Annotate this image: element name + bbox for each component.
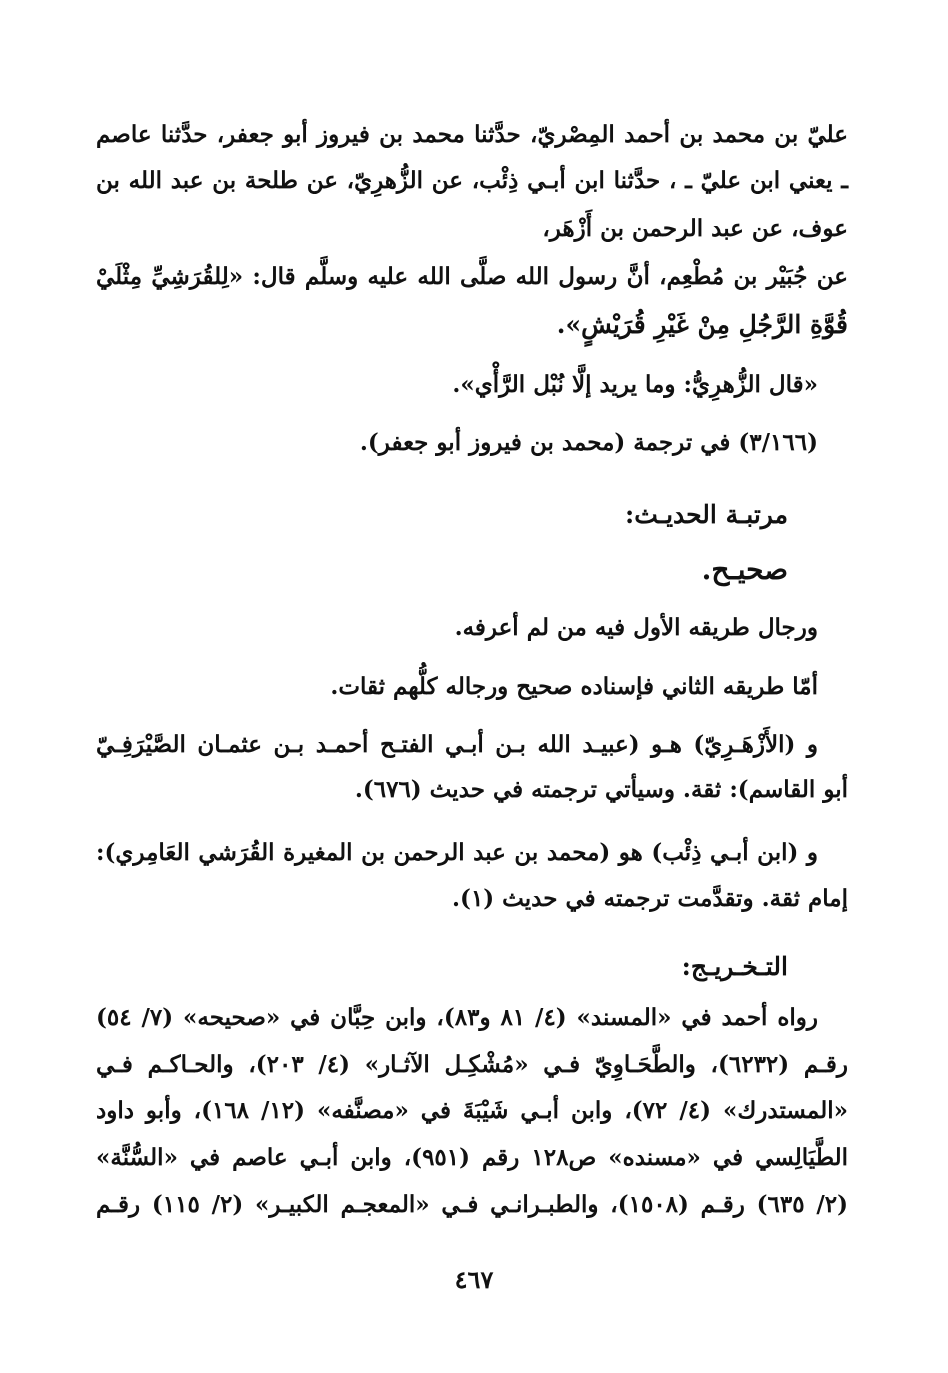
takhrij-line-3: «المستدرك» (٤/ ٧٢)، وابن أبـي شَيْبَةَ في «مصنَّفه» (١٢/ ١٦٨)، وأبو داود (96, 1097, 848, 1124)
azhari-line-1: و (الأَزْهَـرِيّ) هـو (عبيـد الله بـن أبـي الفتـح أحمـد بـن عثمـان الصَّيْرَفِـيّ (96, 731, 818, 758)
azhari-line-2: أبو القاسم): ثقة. وسيأتي ترجمته في حديث (٦٧٦). (354, 776, 848, 803)
hadith-line-1: عن جُبَيْر بن مُطْعِم، أنَّ رسول الله صلَّى الله عليه وسلَّم قال: «لِلقُرَشِيِّ مِثْلَيْ (96, 263, 848, 290)
hadith-line-2: قُوَّةِ الرَّجُلِ مِنْ غَيْرِ قُرَيْشٍ». (556, 310, 848, 339)
page-number: ٤٦٧ (454, 1265, 494, 1294)
takhrij-line-5: (٢/ ٦٣٥) رقـم (١٥٠٨)، والطبـرانـي فـي «المعجـم الكبيـر» (٢/ ١١٥) رقـم (96, 1191, 848, 1218)
zuhri-quote: «قال الزُّهرِيُّ: وما يريد إلَّا نُبْل الرَّأْي». (452, 371, 818, 398)
takhrij-line-2: رقـم (٦٢٣٢)، والطَّحَـاوِيّ فـي «مُشْكِـل الآثـار» (٤/ ٢٠٣)، والحـاكـم فـي (96, 1051, 848, 1078)
source-reference: (٣/١٦٦) في ترجمة (محمد بن فيروز أبو جعفر). (359, 429, 818, 456)
isnad-line-1: عليّ بن محمد بن أحمد المِصْريّ، حدَّثنا محمد بن فيروز أبو جعفر، حدَّثنا عاصم (96, 121, 848, 148)
rank-value: صحيـح. (701, 553, 788, 586)
rank-note-2: أمّا طريقه الثاني فإسناده صحيح ورجاله كلُّهم ثقات. (330, 673, 818, 700)
ibn-abi-dhib-line-2: إمام ثقة. وتقدَّمت ترجمته في حديث (١). (452, 885, 848, 912)
isnad-line-3: عوف، عن عبد الرحمن بن أَزْهَر، (542, 215, 848, 242)
rank-note-1: ورجال طريقه الأول فيه من لم أعرفه. (454, 614, 818, 641)
isnad-line-2: ـ يعني ابن عليّ ـ ، حدَّثنا ابن أبـي ذِئْب، عن الزُّهرِيّ، عن طلحة بن عبد الله بن (96, 167, 848, 194)
ibn-abi-dhib-line-1: و (ابن أبـي ذِئْب) هو (محمد بن عبد الرحمن بن المغيرة القُرَشي العَامِري): (96, 839, 818, 866)
takhrij-line-4: الطَّيَالِسي في «مسنده» ص١٢٨ رقم (٩٥١)، وابن أبـي عاصم في «السُّنَّة» (96, 1144, 848, 1171)
takhrij-line-1: رواه أحمد في «المسند» (٤/ ٨١ و٨٣)، وابن حِبَّان في «صحيحه» (٧/ ٥٤) (96, 1004, 818, 1031)
rank-heading: مرتبـة الحديـث: (624, 500, 788, 529)
takhrij-heading: التـخـريـج: (681, 952, 788, 981)
